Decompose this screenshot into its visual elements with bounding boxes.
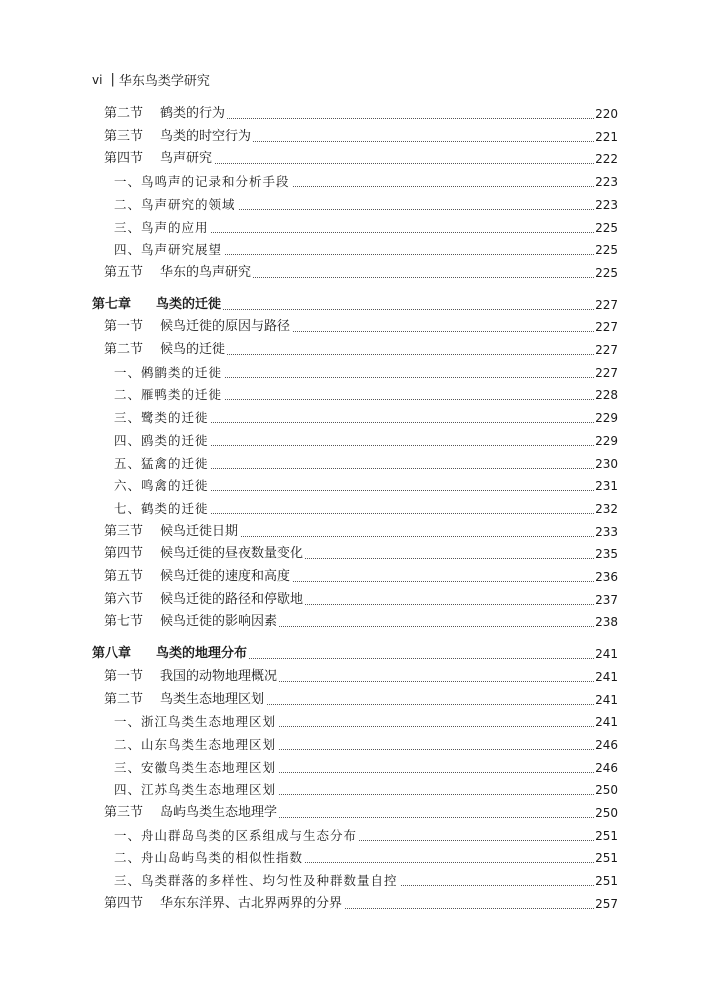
dot-leader bbox=[200, 490, 596, 491]
toc-title: 华东东洋界、古北界两界的分界 bbox=[160, 895, 343, 911]
toc-title: 华东的鸟声研究 bbox=[160, 264, 252, 280]
toc-page-number: 225 bbox=[594, 218, 618, 238]
toc-label bbox=[114, 758, 278, 778]
toc-label bbox=[104, 149, 214, 169]
toc-label bbox=[114, 385, 224, 405]
toc-label bbox=[104, 544, 305, 564]
toc-title: 鸟类的地理分布 bbox=[156, 646, 248, 662]
toc-page-number: 233 bbox=[594, 522, 618, 542]
toc-title: 一、浙江鸟类生态地理区划 bbox=[114, 714, 277, 730]
toc-title: 候鸟迁徙日期 bbox=[160, 523, 239, 539]
toc-page-number: 241 bbox=[594, 712, 618, 732]
dot-leader bbox=[200, 422, 596, 423]
toc-section[interactable] bbox=[0, 590, 706, 610]
toc-title: 鸟类的迁徙 bbox=[156, 296, 222, 312]
toc-page-number: 251 bbox=[594, 826, 618, 846]
header-separator: | bbox=[110, 72, 115, 87]
toc-label bbox=[104, 127, 253, 147]
toc-title: 鸟类生态地理区划 bbox=[160, 691, 265, 707]
toc-label bbox=[104, 690, 266, 710]
toc-title: 四、江苏鸟类生态地理区划 bbox=[114, 782, 277, 798]
toc-section[interactable] bbox=[0, 567, 706, 587]
toc-title: 一、鸺鹠类的迁徙 bbox=[114, 364, 223, 380]
toc-page-number: 227 bbox=[594, 340, 618, 360]
dot-leader bbox=[200, 141, 596, 142]
toc-page-number: 250 bbox=[594, 780, 618, 800]
toc-label bbox=[104, 590, 305, 610]
toc-title: 候鸟迁徙的昼夜数量变化 bbox=[160, 546, 304, 562]
toc-label bbox=[114, 780, 278, 800]
toc-page-number: 227 bbox=[594, 317, 618, 337]
toc-item[interactable] bbox=[0, 826, 706, 846]
dot-leader bbox=[200, 309, 596, 310]
toc-page-number: 241 bbox=[594, 690, 618, 710]
toc-section[interactable] bbox=[0, 263, 706, 283]
toc-label bbox=[114, 499, 211, 519]
toc-label bbox=[104, 263, 253, 283]
toc-page-number: 222 bbox=[594, 149, 618, 169]
toc-section[interactable] bbox=[0, 667, 706, 687]
toc-title: 候鸟迁徙的路径和停歇地 bbox=[160, 591, 304, 607]
toc-label bbox=[114, 408, 211, 428]
toc-page-number: 232 bbox=[594, 499, 618, 519]
toc-page-number: 228 bbox=[594, 385, 618, 405]
toc-section[interactable] bbox=[0, 317, 706, 337]
toc-section[interactable] bbox=[0, 544, 706, 564]
toc-title: 二、鸟声研究的领域 bbox=[114, 196, 236, 212]
toc-label bbox=[92, 295, 223, 315]
toc-title: 候鸟迁徙的原因与路径 bbox=[160, 319, 291, 335]
toc-number: 第六节 bbox=[104, 591, 144, 607]
toc-chapter[interactable] bbox=[0, 644, 706, 664]
dot-leader bbox=[200, 118, 596, 119]
toc-label bbox=[114, 871, 400, 891]
toc-title: 候鸟迁徙的影响因素 bbox=[160, 614, 278, 630]
toc-page-number: 238 bbox=[594, 612, 618, 632]
dot-leader bbox=[200, 399, 596, 400]
toc-label bbox=[104, 803, 279, 823]
toc-item[interactable] bbox=[0, 476, 706, 496]
toc-page-number: 246 bbox=[594, 758, 618, 778]
toc-page-number: 236 bbox=[594, 567, 618, 587]
dot-leader bbox=[200, 377, 596, 378]
toc-label bbox=[114, 826, 359, 846]
toc-title: 一、舟山群岛鸟类的区系组成与生态分布 bbox=[114, 827, 358, 843]
toc-page-number: 223 bbox=[594, 195, 618, 215]
toc-chapter[interactable] bbox=[0, 295, 706, 315]
toc-label bbox=[104, 340, 227, 360]
toc-item[interactable] bbox=[0, 195, 706, 215]
toc-page-number: 225 bbox=[594, 263, 618, 283]
toc-title: 鸟声研究 bbox=[160, 151, 213, 167]
toc-section[interactable] bbox=[0, 340, 706, 360]
toc-label bbox=[114, 454, 211, 474]
toc-label bbox=[114, 240, 224, 260]
toc-item[interactable] bbox=[0, 385, 706, 405]
toc-label bbox=[104, 667, 279, 687]
toc-title: 三、安徽鸟类生态地理区划 bbox=[114, 759, 277, 775]
toc-section[interactable] bbox=[0, 149, 706, 169]
toc-section[interactable] bbox=[0, 894, 706, 914]
toc-item[interactable] bbox=[0, 363, 706, 383]
toc-label bbox=[104, 317, 292, 337]
toc-title: 一、鸟鸣声的记录和分析手段 bbox=[114, 174, 290, 190]
toc-title: 候鸟的迁徙 bbox=[160, 342, 226, 357]
toc-number: 第七节 bbox=[104, 614, 144, 630]
toc-number: 第一节 bbox=[104, 319, 144, 335]
toc-page-number: 225 bbox=[594, 240, 618, 260]
toc-item[interactable] bbox=[0, 735, 706, 755]
toc-page-number: 235 bbox=[594, 544, 618, 564]
toc-number: 第三节 bbox=[104, 128, 144, 144]
toc-number: 第二节 bbox=[104, 691, 144, 707]
toc-page-number: 241 bbox=[594, 644, 618, 664]
toc-section[interactable] bbox=[0, 803, 706, 823]
toc-label bbox=[114, 363, 224, 383]
book-title: 华东鸟类学研究 bbox=[118, 74, 210, 89]
toc-number: 第四节 bbox=[104, 895, 144, 911]
toc-number: 第七章 bbox=[92, 296, 132, 312]
toc-item[interactable] bbox=[0, 454, 706, 474]
dot-leader bbox=[200, 277, 596, 278]
toc-title: 岛屿鸟类生态地理学 bbox=[160, 805, 278, 820]
toc-page-number: 220 bbox=[594, 104, 618, 124]
toc-title: 三、鹭类的迁徙 bbox=[114, 410, 209, 426]
toc-number: 第四节 bbox=[104, 151, 144, 167]
toc-page-number: 227 bbox=[594, 295, 618, 315]
toc-title: 候鸟迁徙的速度和高度 bbox=[160, 569, 291, 584]
running-header bbox=[92, 70, 210, 89]
toc-page-number: 227 bbox=[594, 363, 618, 383]
toc-label bbox=[114, 195, 238, 215]
toc-title: 五、猛禽的迁徙 bbox=[114, 455, 209, 471]
toc-item[interactable] bbox=[0, 408, 706, 428]
toc-item[interactable] bbox=[0, 172, 706, 192]
toc-label bbox=[104, 894, 344, 914]
toc-page-number: 223 bbox=[594, 172, 618, 192]
toc-page-number: 221 bbox=[594, 127, 618, 147]
toc-item[interactable] bbox=[0, 780, 706, 800]
toc-section[interactable] bbox=[0, 690, 706, 710]
toc-title: 七、鹤类的迁徙 bbox=[114, 500, 209, 516]
toc-item[interactable] bbox=[0, 218, 706, 238]
toc-label bbox=[104, 522, 240, 542]
toc-number: 第二节 bbox=[104, 342, 144, 357]
toc-number: 第一节 bbox=[104, 668, 144, 684]
toc-page-number: 237 bbox=[594, 590, 618, 610]
toc-page-number: 257 bbox=[594, 894, 618, 914]
toc-label bbox=[114, 172, 292, 192]
toc-title: 四、鸥类的迁徙 bbox=[114, 432, 209, 448]
toc-page-number: 246 bbox=[594, 735, 618, 755]
toc-title: 四、鸟声研究展望 bbox=[114, 242, 223, 258]
toc-title: 二、舟山岛屿鸟类的相似性指数 bbox=[114, 850, 304, 866]
toc-item[interactable] bbox=[0, 499, 706, 519]
toc-item[interactable] bbox=[0, 871, 706, 891]
toc-label bbox=[104, 612, 279, 632]
toc-title: 我国的动物地理概况 bbox=[160, 668, 278, 684]
toc-title: 三、鸟声的应用 bbox=[114, 219, 209, 235]
toc-title: 三、鸟类群落的多样性、均匀性及种群数量自控 bbox=[114, 873, 398, 889]
toc-label bbox=[114, 476, 211, 496]
toc-number: 第八章 bbox=[92, 646, 132, 662]
toc-title: 鹤类的行为 bbox=[160, 106, 226, 121]
toc-number: 第三节 bbox=[104, 805, 144, 820]
toc-section[interactable] bbox=[0, 522, 706, 542]
toc-label bbox=[114, 735, 278, 755]
toc-number: 第四节 bbox=[104, 546, 144, 562]
toc-number: 第三节 bbox=[104, 523, 144, 539]
dot-leader bbox=[200, 658, 596, 659]
toc-number: 第五节 bbox=[104, 264, 144, 280]
dot-leader bbox=[200, 209, 596, 210]
toc-section[interactable] bbox=[0, 612, 706, 632]
toc-item[interactable] bbox=[0, 848, 706, 868]
dot-leader bbox=[200, 536, 596, 537]
toc-page-number: 251 bbox=[594, 871, 618, 891]
dot-leader bbox=[200, 254, 596, 255]
toc-label bbox=[104, 567, 292, 587]
toc-label bbox=[92, 644, 249, 664]
toc-page-number: 231 bbox=[594, 476, 618, 496]
toc-page-number: 250 bbox=[594, 803, 618, 823]
toc-label bbox=[114, 712, 278, 732]
dot-leader bbox=[200, 232, 596, 233]
toc-item[interactable] bbox=[0, 758, 706, 778]
toc-title: 鸟类的时空行为 bbox=[160, 128, 252, 144]
toc-section[interactable] bbox=[0, 104, 706, 124]
toc-label bbox=[114, 218, 211, 238]
dot-leader bbox=[200, 354, 596, 355]
dot-leader bbox=[200, 468, 596, 469]
toc-label bbox=[114, 848, 305, 868]
toc-number: 第五节 bbox=[104, 569, 144, 584]
toc-item[interactable] bbox=[0, 240, 706, 260]
toc-title: 六、鸣禽的迁徙 bbox=[114, 478, 209, 494]
toc-title: 二、雁鸭类的迁徙 bbox=[114, 387, 223, 403]
toc-page-number: 251 bbox=[594, 848, 618, 868]
toc-page-number: 229 bbox=[594, 431, 618, 451]
toc-number: 第二节 bbox=[104, 106, 144, 121]
toc-label bbox=[104, 104, 227, 124]
toc-page-number: 230 bbox=[594, 454, 618, 474]
toc-item[interactable] bbox=[0, 431, 706, 451]
toc-item[interactable] bbox=[0, 712, 706, 732]
toc-label bbox=[114, 431, 211, 451]
toc-page-number: 241 bbox=[594, 667, 618, 687]
dot-leader bbox=[200, 163, 596, 164]
page-number: vi bbox=[92, 72, 103, 87]
toc-section[interactable] bbox=[0, 127, 706, 147]
toc-page-number: 229 bbox=[594, 408, 618, 428]
dot-leader bbox=[200, 445, 596, 446]
dot-leader bbox=[200, 513, 596, 514]
toc-title: 二、山东鸟类生态地理区划 bbox=[114, 736, 277, 752]
